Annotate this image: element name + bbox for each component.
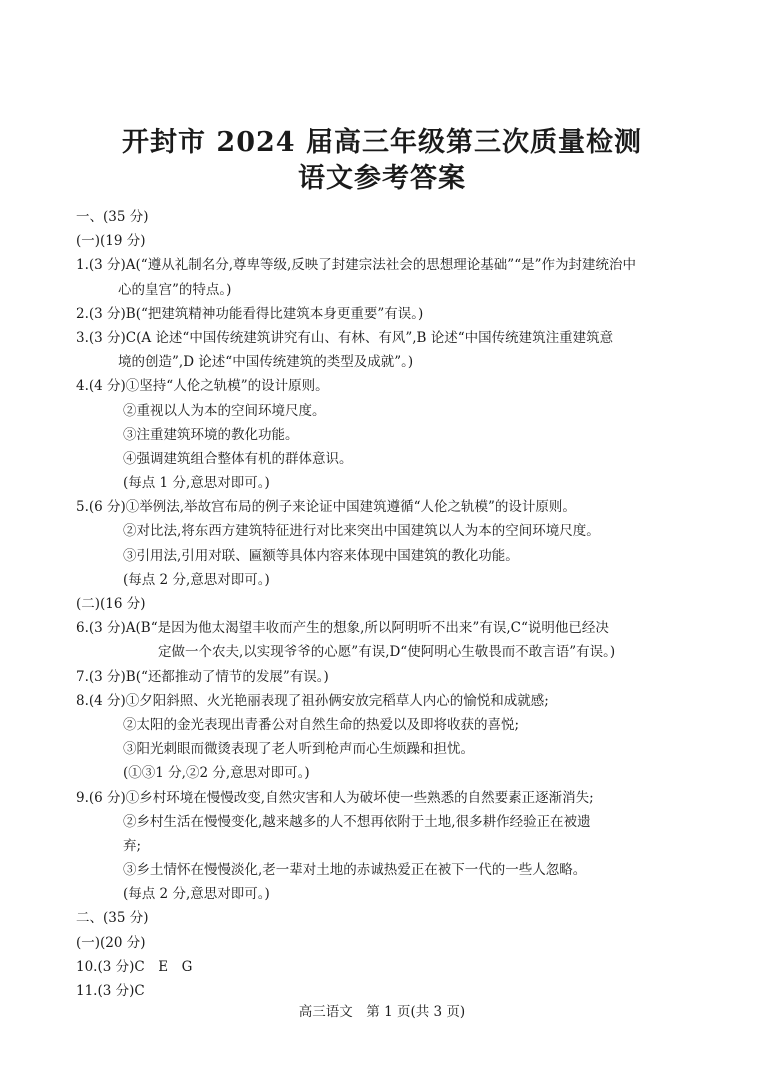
answer-line: 1.(3 分)A(“遵从礼制名分,尊卑等级,反映了封建宗法社会的思想理论基础”“是”作为封建统治中 [76,257,636,274]
subsection-heading: (一)(20 分) [76,934,146,951]
answer-line: (①③1 分,②2 分,意思对即可。) [123,765,310,782]
document-title: 开封市 2024 届高三年级第三次质量检测 [122,127,642,158]
answer-line: 4.(4 分)①坚持“人伦之轨模”的设计原则。 [76,378,329,395]
answer-line: ③引用法,引用对联、匾额等具体内容来体现中国建筑的教化功能。 [123,547,519,564]
answer-line: 9.(6 分)①乡村环境在慢慢改变,自然灾害和人为破坏使一些熟悉的自然要素正逐渐消失; [76,789,594,806]
answer-line: 弃; [123,837,142,854]
answer-line: (每点 2 分,意思对即可。) [123,571,270,588]
section-heading: 二、(35 分) [76,910,149,927]
answer-content [76,205,696,1003]
section-heading: 一、(35 分) [76,209,149,225]
answer-line: (每点 1 分,意思对即可。) [123,475,270,492]
answer-line: (每点 2 分,意思对即可。) [123,886,270,903]
answer-line: 境的创造”,D 论述“中国传统建筑的类型及成就”。) [118,354,414,371]
answer-line: ④强调建筑组合整体有机的群体意识。 [123,450,353,467]
answer-line: ③注重建筑环境的教化功能。 [123,426,299,443]
answer-line: ②乡村生活在慢慢变化,越来越多的人不想再依附于土地,很多耕作经验正在被遗 [123,813,591,830]
answer-line: 11.(3 分)C [76,983,145,999]
answer-line: 6.(3 分)A(B“是因为他太渴望丰收而产生的想象,所以阿明听不出来”有误,C“说明他已经决 [76,620,609,637]
answer-line: ③阳光刺眼而微烫表现了老人听到枪声而心生烦躁和担忧。 [123,741,474,758]
answer-line: 3.(3 分)C(A 论述“中国传统建筑讲究有山、有林、有风”,B 论述“中国传统建筑注重建筑意 [76,329,614,346]
answer-line: 心的皇宫”的特点。) [118,281,232,298]
answer-line: 定做一个农夫,以实现爷爷的心愿”有误,D“使阿明心生敬畏而不敢言语”有误。) [158,644,616,661]
answer-line: 5.(6 分)①举例法,举故宫布局的例子来论证中国建筑遵循“人伦之轨模”的设计原则。 [76,499,576,516]
document-subtitle: 语文参考答案 [298,163,466,194]
subsection-heading: (一)(19 分) [76,233,146,250]
answer-line: 10.(3 分)C E G [76,958,193,975]
answer-line: ②对比法,将东西方建筑特征进行对比来突出中国建筑以人为本的空间环境尺度。 [123,523,600,540]
answer-line: 7.(3 分)B(“还都推动了情节的发展”有误。) [76,668,329,685]
answer-line: ②太阳的金光表现出青番公对自然生命的热爱以及即将收获的喜悦; [123,716,520,733]
answer-line: 8.(4 分)①夕阳斜照、火光艳丽表现了祖孙俩安放完稻草人内心的愉悦和成就感; [76,692,549,709]
answer-line: ②重视以人为本的空间环境尺度。 [123,402,326,419]
answer-line: ③乡土情怀在慢慢淡化,老一辈对土地的赤诚热爱正在被下一代的一些人忽略。 [123,862,587,879]
page-footer: 高三语文 第 1 页(共 3 页) [298,1004,466,1020]
subsection-heading: (二)(16 分) [76,596,146,612]
answer-line: 2.(3 分)B(“把建筑精神功能看得比建筑本身更重要”有误。) [76,305,424,322]
